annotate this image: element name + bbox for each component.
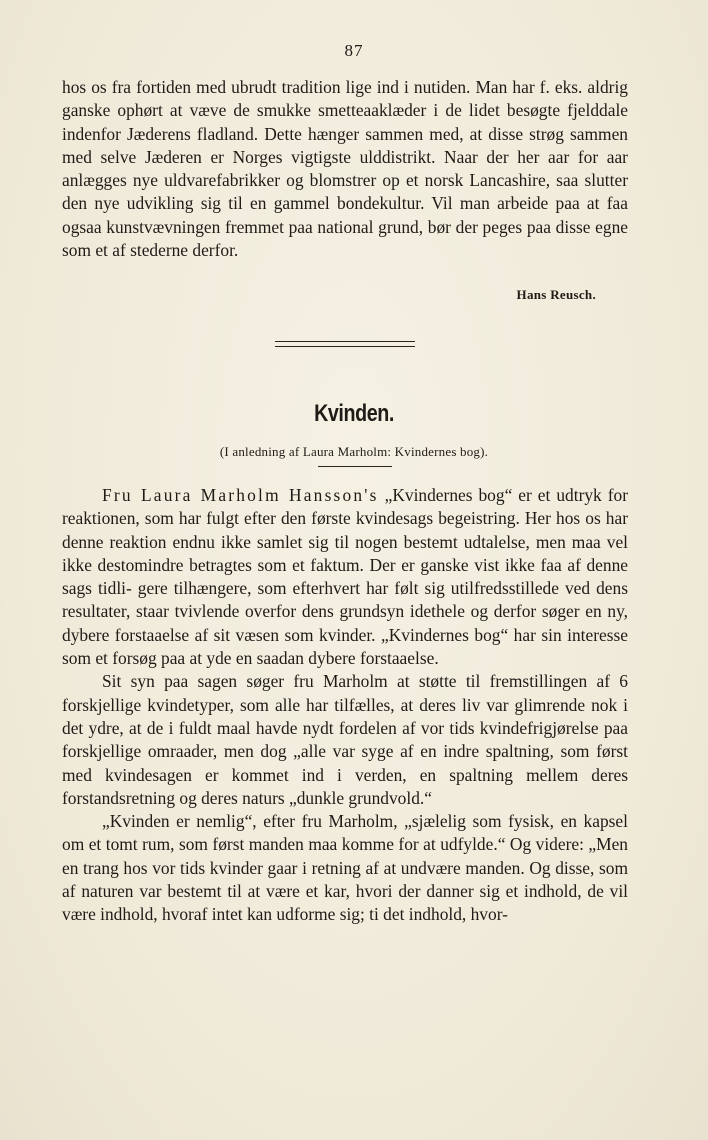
text-line: den nye udvikling sig til en gammel bondekultur. Vil man arbeide: [62, 193, 549, 214]
article-body: [62, 484, 628, 927]
text-line: der peges paa disse egne som et af stederne derfor.: [62, 216, 628, 261]
text-line: udfylde.“ Og videre: „Men en trang hos vor tids kvinder gaar: [62, 834, 628, 878]
text-line: bestemt til at være et kar, hvori der danner sig et indhold, de vil: [167, 881, 628, 902]
text-line: paa at faa ogsaa kunstvævningen fremmet paa national grund, bør: [62, 193, 628, 237]
article-title: Kvinden.: [314, 400, 394, 427]
text-line: af 6 forskjellige kvindetyper, som alle har tilfælles, at deres liv var: [62, 671, 628, 715]
text-line: af vor tids kvindefrigjørelse paa forskjellige omraader, men dog „alle: [62, 717, 628, 762]
subtitle-divider-rule: [318, 466, 392, 467]
text-line: en kapsel om et tomt rum, som først manden maa komme for at: [62, 811, 628, 855]
text-line: være indhold, hvoraf intet kan udforme sig; ti det indhold, hvor-: [62, 904, 508, 925]
text-line: som et faktum. Der er ganske vist ikke faa af denne sags tidli-: [62, 554, 628, 599]
text-line: derfor søger en ny, dybere forstaaelse af sit væsen som kvinder.: [62, 601, 628, 645]
article-paragraph: [62, 670, 628, 810]
text-line: dens resultater, staar tvivlende overfor dens grundsyn idethele og: [62, 578, 628, 622]
previous-article-ending: [62, 76, 628, 262]
text-line: og deres naturs „dunkle grundvold.“: [179, 787, 432, 808]
article-paragraph: [62, 810, 628, 926]
text-line: gere tilhængere, som efterhvert har følt sig utilfredsstillede ved: [137, 578, 591, 599]
text-line: glimrende nok i det ydre, at de i fuldt maal havde nydt fordelen: [62, 694, 628, 738]
previous-article-paragraph: [62, 76, 628, 262]
text-line: sammen med, at disse strøg sammen med selve Jæderen er Norges: [62, 123, 628, 167]
text-line: uldvarefabrikker og blomstrer op et norsk Lancashire, saa slutter: [164, 170, 628, 191]
article-paragraph: [62, 484, 628, 670]
text-line: begeistring. Her hos os har denne reaktion endnu ikke samlet sig: [62, 508, 628, 552]
page-number: 87: [344, 41, 364, 60]
text-line: udtryk for reaktionen, som har fulgt efter den første kvindesags: [62, 485, 629, 529]
section-divider-double-rule: [275, 341, 415, 347]
author-reference: Fru Laura Marholm Hansson's: [102, 485, 379, 505]
text-line: var syge af en indre spaltning, som først med kvindesagen er: [62, 741, 629, 785]
text-line: saadan dybere forstaaelse.: [256, 648, 439, 669]
text-line: „Kvinden er nemlig“, efter fru Marholm, „sjælelig som fysisk,: [102, 811, 554, 832]
text-line: Sit syn paa sagen søger fru Marholm at støtte til fremstillingen: [102, 671, 588, 692]
text-line: i retning af at undvære manden. Og disse, som af naturen var: [62, 857, 628, 902]
text-line: vigtigste ulddistrikt. Naar der her aar for aar anlægges nye: [62, 146, 628, 191]
text-line: „Kvindernes bog“ har sin interesse som et forsøg paa at yde en: [62, 624, 628, 669]
article-subtitle: (I anledning af Laura Marholm: Kvindernes bog).: [219, 444, 489, 459]
text-line: kommet ind i verden, en spaltning mellem deres forstandsretning: [62, 764, 628, 808]
text-line: har f. eks. aldrig ganske ophørt at væve de smukke smetteaaklæder i: [62, 77, 628, 121]
author-signature: Hans Reusch.: [516, 287, 596, 302]
text-line: de lidet besøgte fjelddale indenfor Jæderens fladland. Dette hænger: [62, 100, 628, 144]
text-line: hos os fra fortiden med ubrudt tradition lige ind i nutiden. Man: [62, 77, 508, 97]
text-line: til nogen bestemt udtalelse, men maa vel ikke destomindre betragtes: [62, 531, 628, 575]
text-line: „Kvindernes bog“ er et: [384, 485, 551, 505]
